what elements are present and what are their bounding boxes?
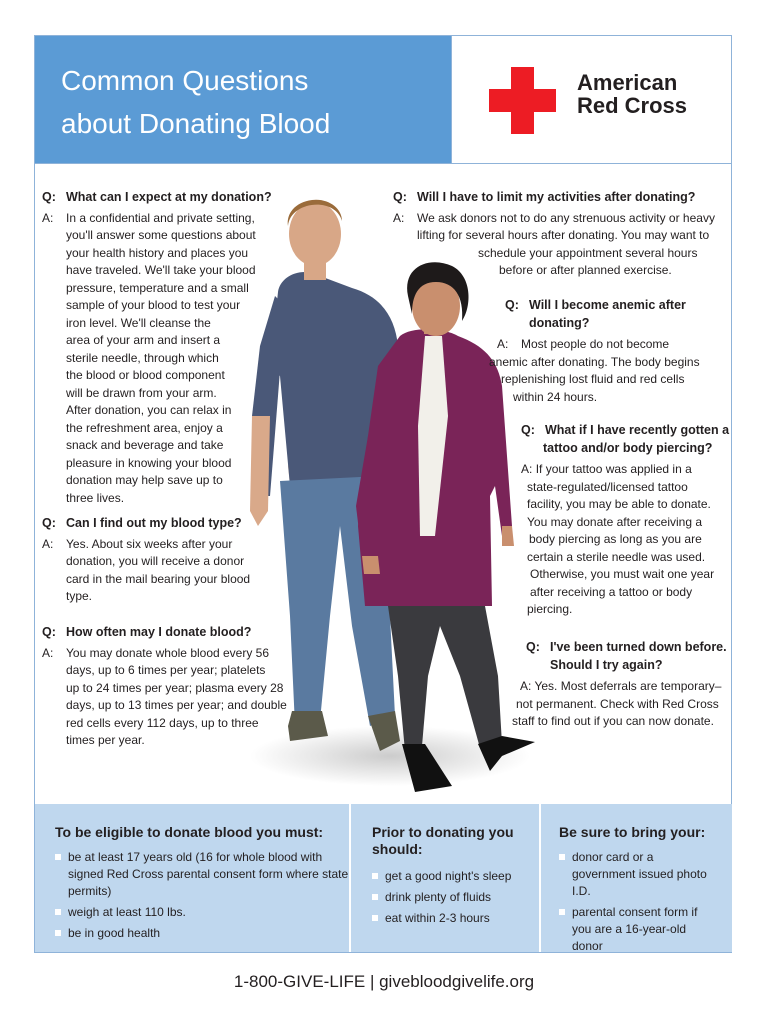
panel-eligibility	[35, 804, 349, 952]
qa-item-anemic: Q: Will I become anemic after donating? A: Most people do not become anemic after donating. The body begins replenishing lost fluid and red cells within 24 hours.	[489, 298, 700, 404]
question-text: Will I have to limit my activities after donating?	[417, 190, 696, 204]
bullet-icon	[372, 873, 378, 879]
question-text: How often may I donate blood?	[66, 625, 252, 639]
list-item: eat within 2-3 hours	[372, 910, 527, 927]
bullet-icon	[559, 854, 565, 860]
title-line-1: Common Questions	[61, 65, 309, 96]
qa-item-tattoo: Q: What if I have recently gotten a tattoo and/or body piercing? A: If your tattoo was applied in a state-regulated/licensed tattoo facility, you may be able to donate. You may donate after receiving a body piercing as long as you are certain a sterile needle was used. Otherwise, you must wait one year after receiving a tattoo or body piercing.	[521, 423, 730, 616]
list-item: be in good health	[55, 925, 349, 942]
panel-prior	[351, 804, 539, 952]
qa-item-expect: Q: What can I expect at my donation? A: In a confidential and private setting, you'll answer some questions about your health history and places you have traveled. We'll take your blood pressure, temperature and a small sample of your blood to test your iron level. We'll cleanse the area of your arm and insert a sterile needle, through which the blood or blood component will be drawn from your arm. After donation, you can relax in the refreshment area, enjoy a snack and beverage and take pleasure in knowing your blood donation may help save up to three lives.	[42, 190, 272, 505]
qa-item-how-often: Q: How often may I donate blood? A: You may donate whole blood every 56 days, up to 6 times per year; platelets up to 24 times per year; plasma every 28 days, up to 13 times per year; and double red cells every 112 days, up to three times per year.	[42, 625, 287, 747]
list-item: drink plenty of fluids	[372, 889, 527, 906]
bullet-icon	[55, 930, 61, 936]
bullet-icon	[559, 909, 565, 915]
list-item: be at least 17 years old (16 for whole blood with signed Red Cross parental consent form where state permits)	[55, 849, 349, 900]
bullet-icon	[55, 854, 61, 860]
panel-bring	[541, 804, 732, 952]
panel-heading: Be sure to bring your:	[559, 824, 706, 840]
page-title	[61, 59, 330, 145]
bullet-icon	[372, 894, 378, 900]
bullet-icon	[55, 909, 61, 915]
footer-contact: 1-800-GIVE-LIFE | givebloodgivelife.org	[233, 972, 535, 991]
list-item: weigh at least 110 lbs.	[55, 904, 349, 921]
qa-item-turned-down: Q: I've been turned down before. Should I try again? A: Yes. Most deferrals are temporary– not permanent. Check with Red Cross staff to find out if you can now donate.	[512, 640, 727, 728]
list-item: parental consent form if you are a 16-year-old donor	[559, 904, 720, 955]
question-text: What can I expect at my donation?	[66, 190, 272, 204]
red-cross-wordmark: American Red Cross	[577, 70, 688, 118]
bullet-icon	[372, 915, 378, 921]
title-line-2: about Donating Blood	[61, 108, 331, 139]
qa-item-limit-activities: Q: Will I have to limit my activities after donating? A: We ask donors not to do any strenuous activity or heavy lifting for several hours after donating. You may want to schedule your appointment several hours before or after planned exercise.	[393, 190, 715, 277]
question-text: Can I find out my blood type?	[66, 516, 242, 530]
panel-heading: Prior to donating you should:	[372, 824, 514, 857]
header-divider	[35, 163, 732, 164]
red-cross-icon	[489, 67, 556, 134]
list-item: get a good night's sleep	[372, 868, 527, 885]
qa-item-blood-type: Q: Can I find out my blood type? A: Yes. About six weeks after your donation, you will receive a donor card in the mail bearing your blood type.	[42, 516, 251, 603]
panel-heading: To be eligible to donate blood you must:	[55, 824, 324, 840]
logo-divider	[451, 36, 452, 163]
list-item: donor card or a government issued photo I.D.	[559, 849, 720, 900]
